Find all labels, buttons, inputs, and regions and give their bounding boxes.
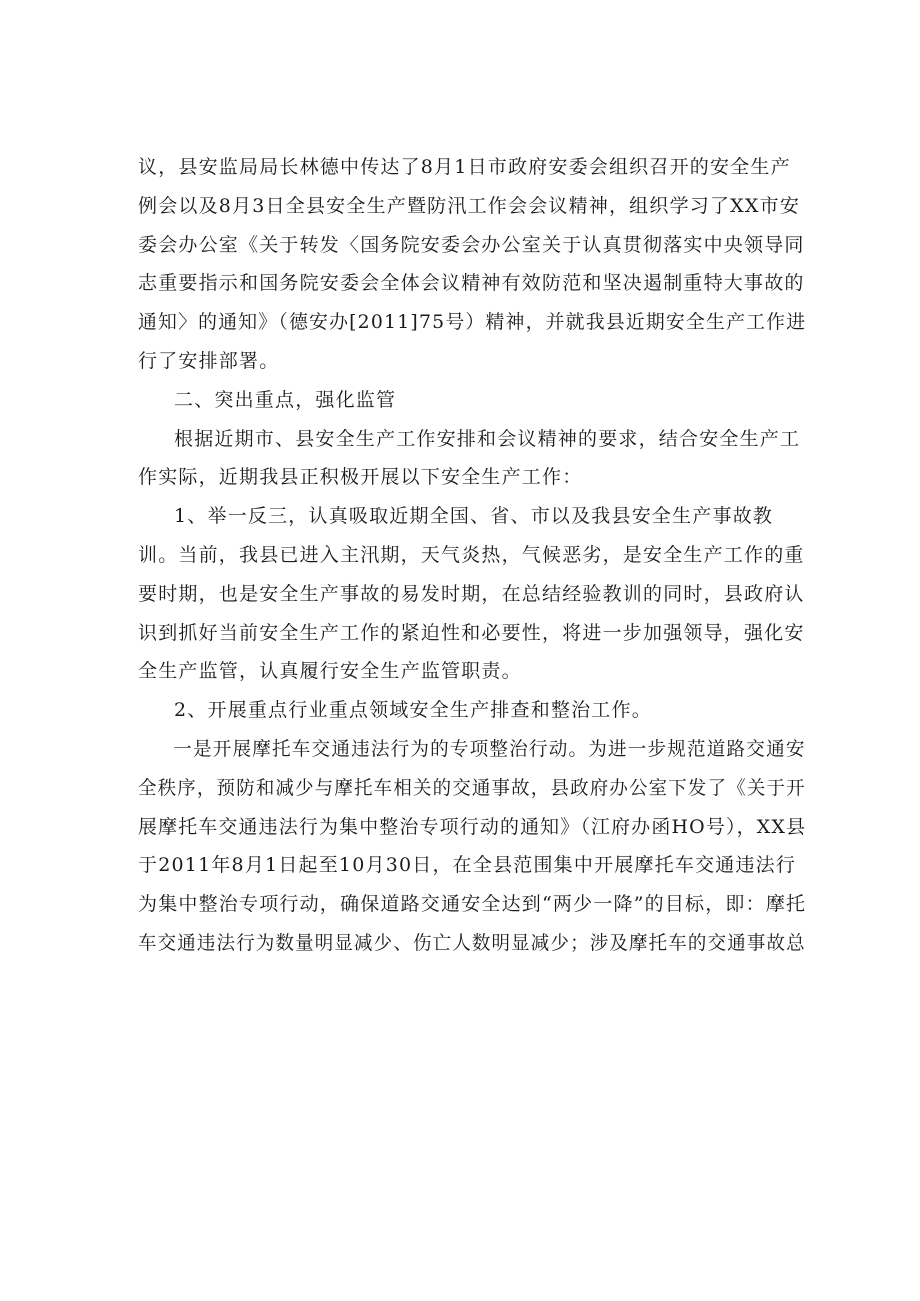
text-line: 议，县安监局局长林德中传达了8月1日市政府安委会组织召开的安全生产 xyxy=(138,156,791,178)
paragraph-start-line: 二、突出重点，强化监管 xyxy=(174,388,397,411)
text-line: 行了安排部署。 xyxy=(138,349,280,372)
text-line: 全秩序，预防和减少与摩托车相关的交通事故，县政府办公室下发了《关于开 xyxy=(138,776,806,799)
text-line: 委会办公室《关于转发〈国务院安委会办公室关于认真贯彻落实中央领导同 xyxy=(138,233,805,256)
document-body xyxy=(138,148,806,963)
text-line: 通知〉的通知》（德安办[2011]75号）精神，并就我县近期安全生产工作进 xyxy=(138,311,807,334)
paragraph-start-line: 1、举一反三，认真吸取近期全国、省、市以及我县安全生产事故教 xyxy=(174,505,774,528)
text-line: 志重要指示和国务院安委会全体会议精神有效防范和坚决遏制重特大事故的 xyxy=(138,272,805,295)
text-line: 要时期，也是安全生产事故的易发时期，在总结经验教训的同时，县政府认 xyxy=(138,582,805,605)
text-line: 为集中整治专项行动，确保道路交通安全达到“两少一降”的目标，即：摩托 xyxy=(138,893,807,916)
text-line: 作实际，近期我县正积极开展以下安全生产工作： xyxy=(138,466,583,489)
text-line: 例会以及8月3日全县安全生产暨防汛工作会会议精神，组织学习了XX市安 xyxy=(138,194,801,217)
text-line: 车交通违法行为数量明显减少、伤亡人数明显减少；涉及摩托车的交通事故总 xyxy=(138,931,806,954)
text-line: 训。当前，我县已进入主汛期，天气炎热，气候恶劣，是安全生产工作的重 xyxy=(138,543,805,566)
text-line: 展摩托车交通违法行为集中整治专项行动的通知》（江府办函HO号），XX县 xyxy=(138,815,807,838)
text-line: 于2011年8月1日起至10月30日，在全县范围集中开展摩托车交通违法行 xyxy=(138,854,797,877)
text-line: 全生产监管，认真履行安全生产监管职责。 xyxy=(138,660,522,683)
paragraph-start-line: 2、开展重点行业重点领域安全生产排查和整治工作。 xyxy=(174,699,652,722)
text-line: 识到抓好当前安全生产工作的紧迫性和必要性，将进一步加强领导，强化安 xyxy=(138,621,805,644)
paragraph-start-line: 根据近期市、县安全生产工作安排和会议精神的要求，结合安全生产工 xyxy=(174,427,801,450)
paragraph-start-line: 一是开展摩托车交通违法行为的专项整治行动。为进一步规范道路交通安 xyxy=(173,737,806,760)
